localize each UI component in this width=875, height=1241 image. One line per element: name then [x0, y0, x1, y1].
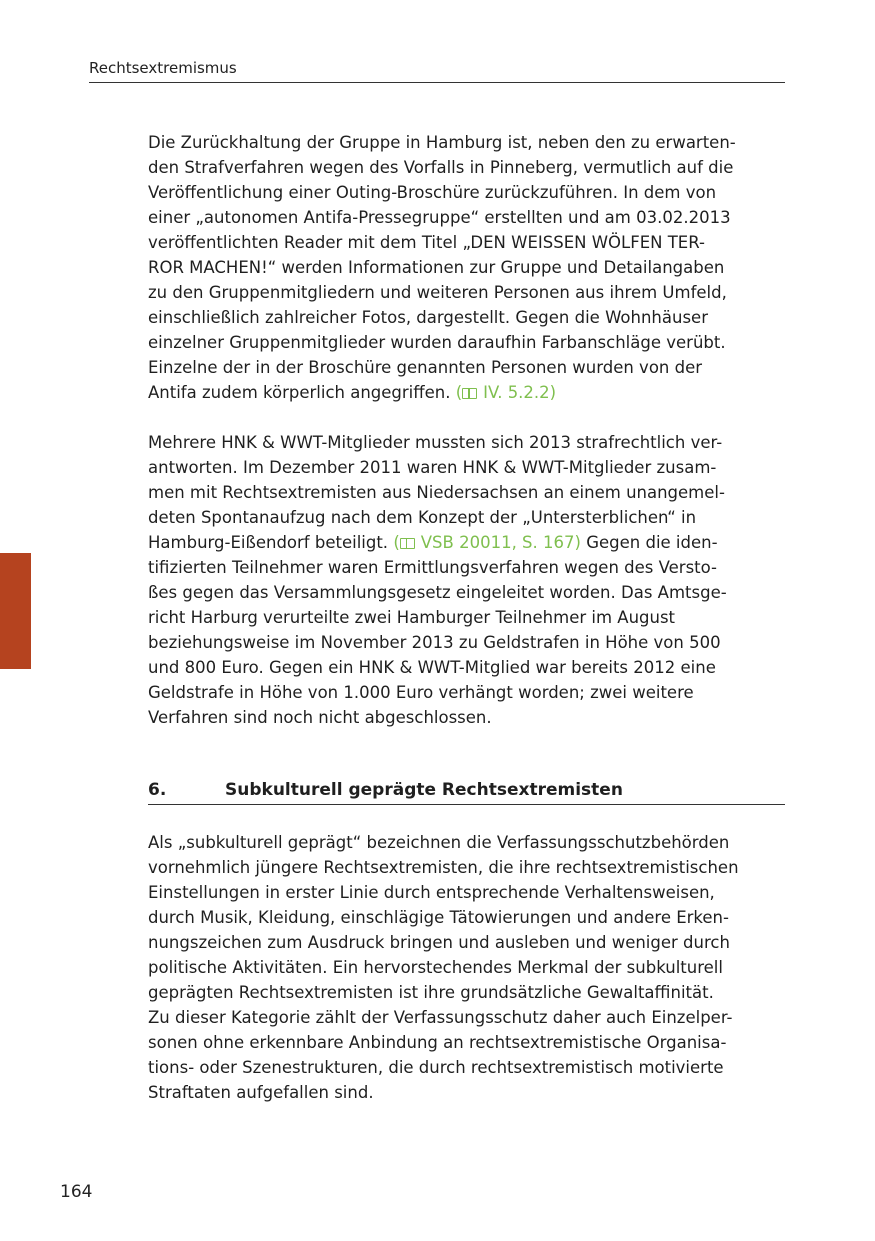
text-line: einschließlich zahlreicher Fotos, dargestellt. Gegen die Wohnhäuser — [148, 308, 708, 327]
text-line: Mehrere HNK & WWT-Mitglieder mussten sich 2013 strafrechtlich ver- — [148, 433, 723, 452]
text-line: Verfahren sind noch nicht abgeschlossen. — [148, 708, 492, 727]
book-icon — [400, 538, 415, 549]
text-line: ROR MACHEN!“ werden Informationen zur Gruppe und Detailangaben — [148, 258, 725, 277]
ref-text: VSB 20011, S. 167) — [420, 533, 581, 552]
text-line: politische Aktivitäten. Ein hervorstechendes Merkmal der subkulturell — [148, 958, 723, 977]
section-heading — [148, 780, 785, 804]
text-line: Zu dieser Kategorie zählt der Verfassungsschutz daher auch Einzelper- — [148, 1008, 733, 1027]
text-line: Veröffentlichung einer Outing-Broschüre zurückzuführen. In dem von — [148, 183, 717, 202]
header-rule — [89, 82, 785, 83]
text-line: tifizierten Teilnehmer waren Ermittlungsverfahren wegen des Versto- — [148, 558, 717, 577]
page-number: 164 — [60, 1182, 93, 1202]
section-rule — [148, 804, 785, 805]
text-line: Als „subkulturell geprägt“ bezeichnen die Verfassungsschutzbehörden — [148, 833, 730, 852]
text-line: zu den Gruppenmitgliedern und weiteren Personen aus ihrem Umfeld, — [148, 283, 727, 302]
text-line: beziehungsweise im November 2013 zu Geldstrafen in Höhe von 500 — [148, 633, 721, 652]
text-line: und 800 Euro. Gegen ein HNK & WWT-Mitglied war bereits 2012 eine — [148, 658, 716, 677]
text-line: Einstellungen in erster Linie durch entsprechende Verhaltensweisen, — [148, 883, 715, 902]
text-segment: Antifa zudem körperlich angegriffen. — [148, 383, 451, 402]
text-line: Die Zurückhaltung der Gruppe in Hamburg ist, neben den zu erwarten- — [148, 133, 736, 152]
section-title: Subkulturell geprägte Rechtsextremisten — [225, 780, 623, 800]
cross-reference-link[interactable] — [456, 383, 556, 402]
text-line: deten Spontanaufzug nach dem Konzept der „Untersterblichen“ in — [148, 508, 697, 527]
text-segment: Hamburg-Eißendorf beteiligt. — [148, 533, 389, 552]
text-line: richt Harburg verurteilte zwei Hamburger Teilnehmer im August — [148, 608, 676, 627]
text-line: Straftaten aufgefallen sind. — [148, 1083, 374, 1102]
ref-open: ( — [393, 533, 400, 552]
paragraph-1 — [148, 130, 788, 405]
cross-reference-link[interactable] — [393, 533, 581, 552]
text-line: nungszeichen zum Ausdruck bringen und ausleben und weniger durch — [148, 933, 730, 952]
text-line: einzelner Gruppenmitglieder wurden daraufhin Farbanschläge verübt. — [148, 333, 726, 352]
text-line: einer „autonomen Antifa-Pressegruppe“ erstellten und am 03.02.2013 — [148, 208, 731, 227]
text-line: den Strafverfahren wegen des Vorfalls in Pinneberg, vermutlich auf die — [148, 158, 734, 177]
paragraph-2 — [148, 430, 788, 730]
text-line: tions- oder Szenestrukturen, die durch rechtsextremistisch motivierte — [148, 1058, 724, 1077]
text-line — [148, 380, 788, 405]
text-line: durch Musik, Kleidung, einschlägige Tätowierungen und andere Erken- — [148, 908, 729, 927]
text-line: antworten. Im Dezember 2011 waren HNK & WWT-Mitglieder zusam- — [148, 458, 717, 477]
text-line: men mit Rechtsextremisten aus Niedersachsen an einem unangemel- — [148, 483, 725, 502]
ref-open: ( — [455, 383, 463, 402]
chapter-marker-tab — [0, 553, 31, 669]
paragraph-3 — [148, 830, 788, 1105]
text-segment: Gegen die iden- — [586, 533, 718, 552]
text-line: Einzelne der in der Broschüre genannten Personen wurden von der — [148, 358, 703, 377]
book-icon — [462, 388, 477, 399]
text-line: geprägten Rechtsextremisten ist ihre grundsätzliche Gewaltaffinität. — [148, 983, 714, 1002]
text-line: vornehmlich jüngere Rechtsextremisten, die ihre rechtsextremistischen — [148, 858, 739, 877]
running-head: Rechtsextremismus — [89, 59, 237, 77]
text-line — [148, 530, 788, 555]
text-line: ßes gegen das Versammlungsgesetz eingeleitet worden. Das Amtsge- — [148, 583, 727, 602]
text-line: Geldstrafe in Höhe von 1.000 Euro verhängt worden; zwei weitere — [148, 683, 694, 702]
ref-text: IV. 5.2.2) — [483, 383, 557, 402]
section-number: 6. — [148, 780, 167, 800]
text-line: veröffentlichten Reader mit dem Titel „DEN WEISSEN WÖLFEN TER- — [148, 233, 705, 252]
text-line: sonen ohne erkennbare Anbindung an rechtsextremistische Organisa- — [148, 1033, 727, 1052]
